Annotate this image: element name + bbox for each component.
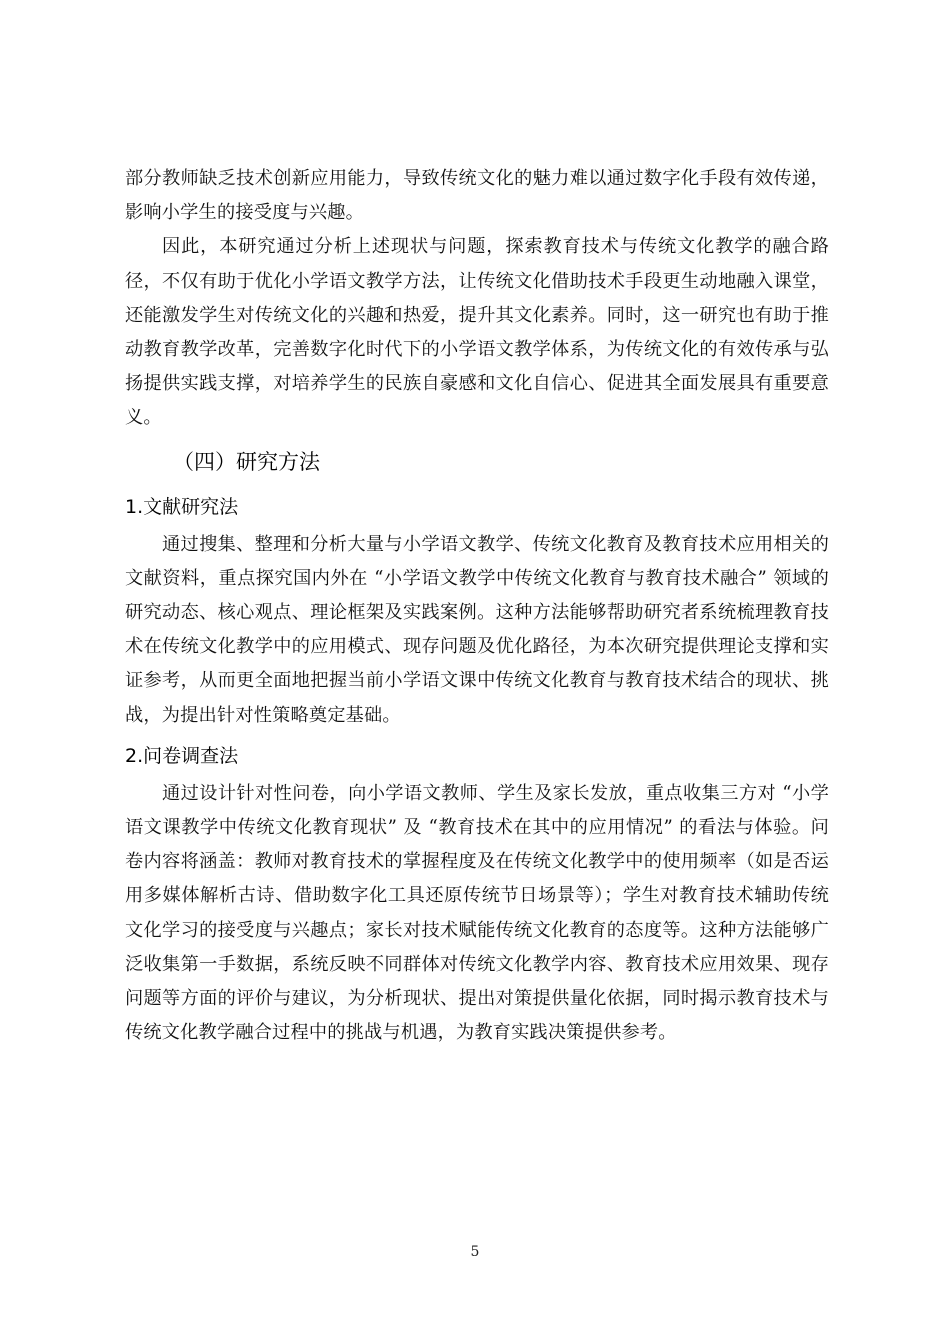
page-content	[125, 162, 829, 1050]
subsection-heading-literature-research: 1.文献研究法	[125, 495, 239, 518]
section-heading-research-methods: （四）研究方法	[173, 449, 320, 474]
body-paragraph-significance: 因此，本研究通过分析上述现状与问题，探索教育技术与传统文化教学的融合路径，不仅有助于优化小学语文教学方法，让传统文化借助技术手段更生动地融入课堂，还能激发学生对传统文化的兴趣和热爱，提升其文化素养。同时，这一研究也有助于推动教育教学改革，完善数字化时代下的小学语文教学体系，为传统文化的有效传承与弘扬提供实践支撑，对培养学生的民族自豪感和文化自信心、促进其全面发展具有重要意义。	[125, 236, 829, 429]
page-number: 5	[470, 1244, 480, 1260]
subsection-heading-questionnaire-survey: 2.问卷调查法	[125, 744, 239, 767]
body-paragraph-literature-research: 通过搜集、整理和分析大量与小学语文教学、传统文化教育及教育技术应用相关的文献资料，重点探究国内外在 “小学语文教学中传统文化教育与教育技术融合” 领域的研究动态、核心观点、理论框架及实践案例。这种方法能够帮助研究者系统梳理教育技术在传统文化教学中的应用模式、现存问题及优化路径，为本次研究提供理论支撑和实证参考，从而更全面地把握当前小学语文课中传统文化教育与教育技术结合的现状、挑战，为提出针对性策略奠定基础。	[125, 533, 829, 726]
body-paragraph-continued: 部分教师缺乏技术创新应用能力，导致传统文化的魅力难以通过数字化手段有效传递，影响小学生的接受度与兴趣。	[125, 168, 829, 224]
body-paragraph-questionnaire-survey: 通过设计针对性问卷，向小学语文教师、学生及家长发放，重点收集三方对 “小学语文课教学中传统文化教育现状” 及 “教育技术在其中的应用情况” 的看法与体验。问卷内容将涵盖：教师对教育技术的掌握程度及在传统文化教学中的使用频率（如是否运用多媒体解析古诗、借助数字化工具还原传统节日场景等）；学生对教育技术辅助传统文化学习的接受度与兴趣点；家长对技术赋能传统文化教育的态度等。这种方法能够广泛收集第一手数据，系统反映不同群体对传统文化教学内容、教育技术应用效果、现存问题等方面的评价与建议，为分析现状、提出对策提供量化依据，同时揭示教育技术与传统文化教学融合过程中的挑战与机遇，为教育实践决策提供参考。	[125, 782, 829, 1044]
